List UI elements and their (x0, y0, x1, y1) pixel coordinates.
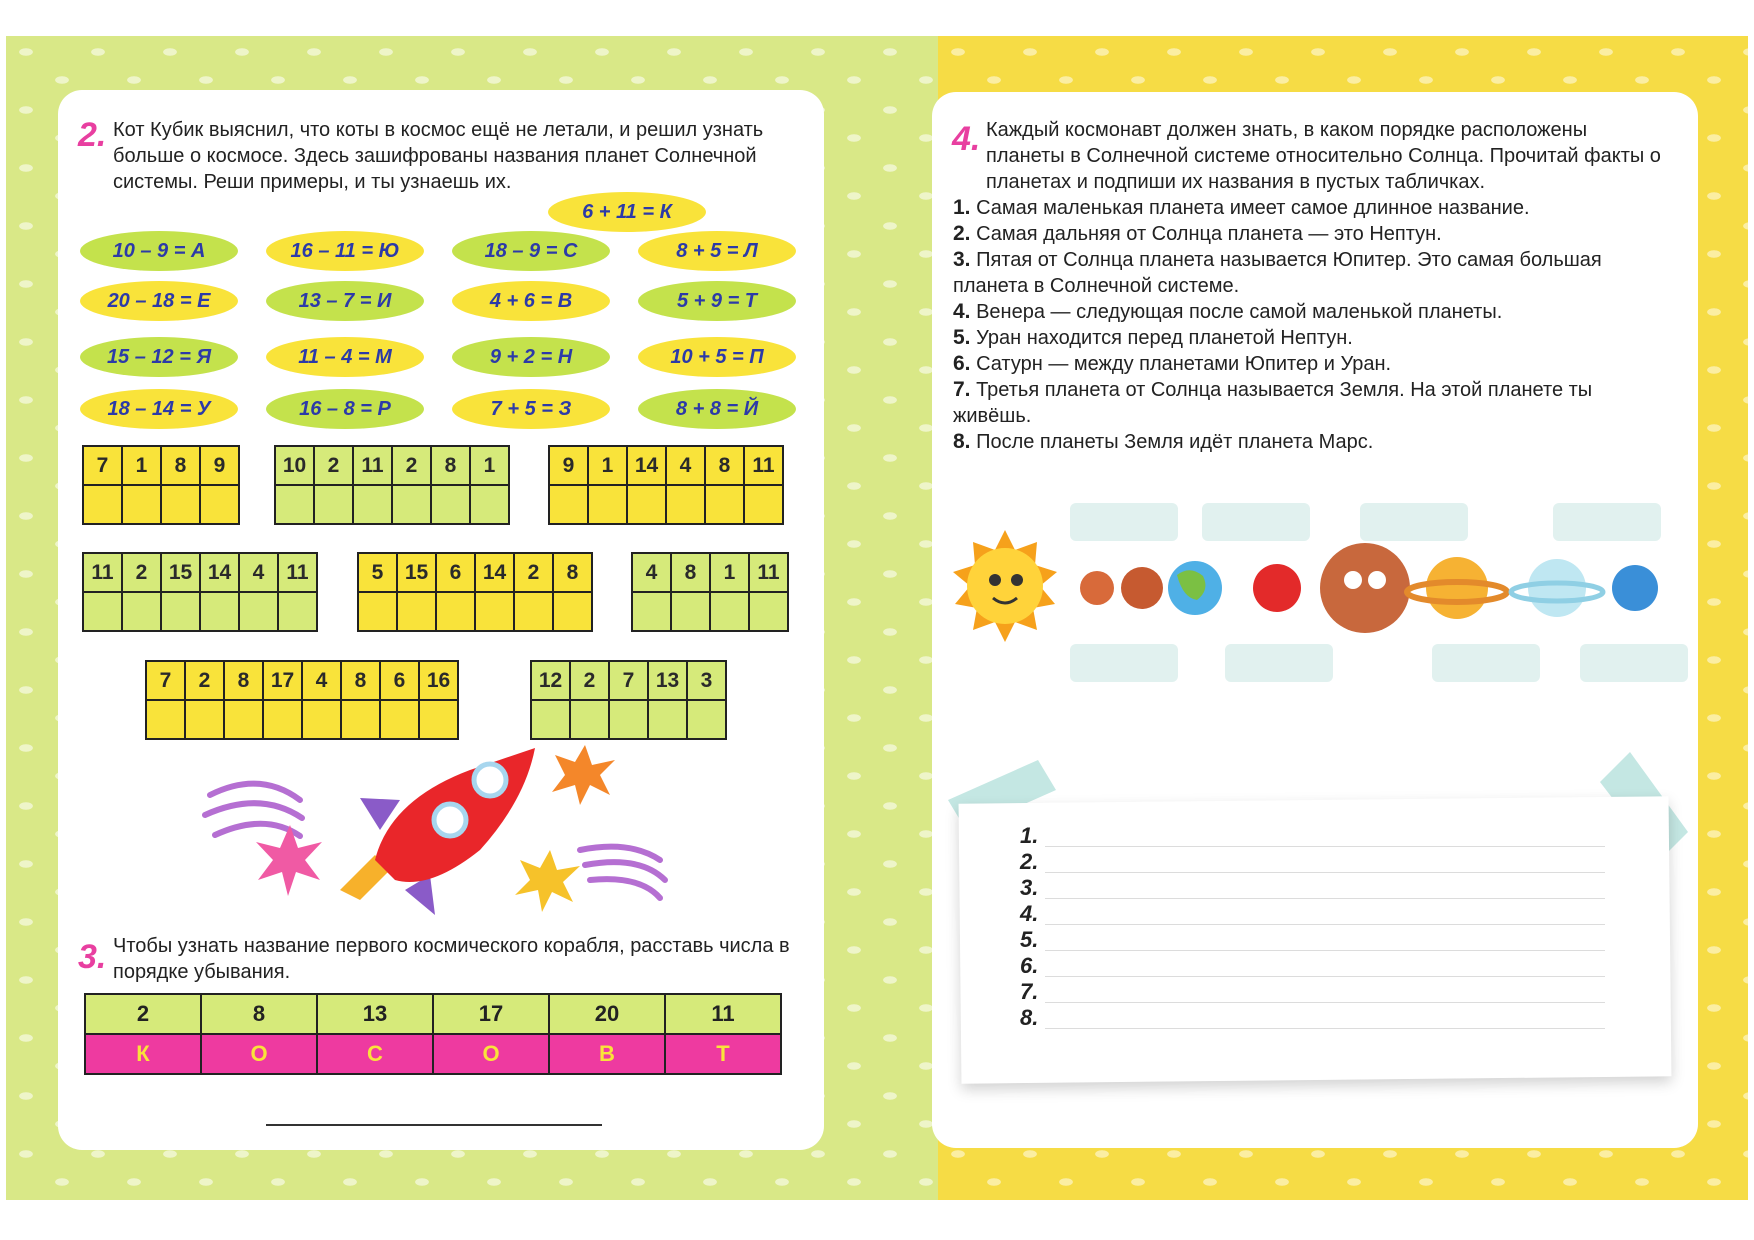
fact-number: 8. (953, 430, 971, 453)
pill: 5 + 9 = Т (638, 281, 796, 321)
answer-cell[interactable] (514, 592, 553, 631)
answer-cell[interactable] (749, 592, 788, 631)
grid-cell: 11 (353, 446, 392, 485)
answer-cell[interactable] (358, 592, 397, 631)
answer-line[interactable] (266, 1124, 602, 1126)
fact-number: 3. (953, 248, 971, 271)
task3-text: Чтобы узнать название первого космического корабля, расставь числа в порядке убывания. (113, 935, 790, 983)
pill: 20 – 18 = Е (80, 281, 238, 321)
fact-text: Пятая от Солнца планета называется Юпитер. Это самая большая планета в Солнечной системе. (953, 249, 1602, 297)
task3-number: 3. (78, 938, 107, 976)
rocket-illustration (190, 740, 690, 930)
code-number: 13 (317, 994, 433, 1034)
star-icon (515, 850, 580, 912)
code-letter: С (317, 1034, 433, 1074)
rocket-icon (340, 748, 535, 915)
grid-cell: 8 (705, 446, 744, 485)
answer-number: 2. (1020, 849, 1039, 874)
fact-text: Третья планета от Солнца называется Земля. На этой планете ты живёшь. (953, 379, 1593, 427)
fact-text: Венера — следующая после самой маленькой планеты. (976, 301, 1503, 323)
answer-cell[interactable] (341, 700, 380, 739)
fact-8 (953, 429, 1653, 455)
code-number: 8 (201, 994, 317, 1034)
fact-4 (953, 299, 1653, 325)
comet-trail-icon (580, 847, 665, 898)
answer-cell[interactable] (436, 592, 475, 631)
pill: 10 + 5 = П (638, 337, 796, 377)
pill: 11 – 4 = М (266, 337, 424, 377)
pill: 16 – 11 = Ю (266, 231, 424, 271)
grid-cell: 16 (419, 661, 458, 700)
grid-cell: 1 (588, 446, 627, 485)
grid-cell: 12 (531, 661, 570, 700)
answer-cell[interactable] (632, 592, 671, 631)
grid-cell: 1 (470, 446, 509, 485)
answer-cell[interactable] (419, 700, 458, 739)
grid-cell: 2 (392, 446, 431, 485)
jupiter-icon (1320, 543, 1410, 633)
fact-5 (953, 325, 1653, 351)
answer-cell[interactable] (392, 485, 431, 524)
comet-trail-icon (205, 784, 302, 836)
cipher-grid-2 (274, 445, 510, 525)
extra-pill: 6 + 11 = К (548, 192, 706, 232)
fact-text: Самая дальняя от Солнца планета — это Нептун. (976, 223, 1442, 245)
answer-cell[interactable] (146, 700, 185, 739)
answer-cell[interactable] (185, 700, 224, 739)
answer-cell[interactable] (431, 485, 470, 524)
answer-cell[interactable] (705, 485, 744, 524)
code-number: 20 (549, 994, 665, 1034)
uranus-icon (1511, 559, 1603, 617)
answer-cell[interactable] (83, 485, 122, 524)
answer-cell[interactable] (470, 485, 509, 524)
answer-number: 3. (1020, 875, 1039, 900)
cipher-grid-3 (548, 445, 784, 525)
code-letter: В (549, 1034, 665, 1074)
answer-cell[interactable] (627, 485, 666, 524)
fact-6 (953, 351, 1653, 377)
grid-cell: 15 (161, 553, 200, 592)
cipher-grid-6 (631, 552, 789, 632)
cipher-grid-1 (82, 445, 240, 525)
grid-cell: 11 (278, 553, 317, 592)
fact-text: Самая маленькая планета имеет самое длинное название. (976, 197, 1530, 219)
grid-cell: 3 (687, 661, 726, 700)
grid-cell: 10 (275, 446, 314, 485)
code-letter: О (433, 1034, 549, 1074)
jupiter-eye-icon (1344, 571, 1362, 589)
answer-cell[interactable] (397, 592, 436, 631)
answer-cell[interactable] (648, 700, 687, 739)
answer-cell[interactable] (122, 485, 161, 524)
answer-line[interactable] (1045, 950, 1605, 951)
grid-cell: 2 (185, 661, 224, 700)
task2-number: 2. (78, 116, 107, 154)
star-icon (256, 825, 322, 896)
pill: 10 – 9 = А (80, 231, 238, 271)
answer-cell[interactable] (200, 592, 239, 631)
pill: 9 + 2 = Н (452, 337, 610, 377)
fact-number: 1. (953, 196, 971, 219)
grid-cell: 7 (609, 661, 648, 700)
answer-cell[interactable] (588, 485, 627, 524)
answer-cell[interactable] (380, 700, 419, 739)
mars-icon (1253, 564, 1301, 612)
grid-cell: 6 (436, 553, 475, 592)
jupiter-eye-icon (1368, 571, 1386, 589)
answer-cell[interactable] (263, 700, 302, 739)
answer-cell[interactable] (475, 592, 514, 631)
answer-number: 5. (1020, 927, 1039, 952)
answer-cell[interactable] (200, 485, 239, 524)
grid-cell: 4 (239, 553, 278, 592)
answer-cell[interactable] (609, 700, 648, 739)
answer-line[interactable] (1045, 1002, 1605, 1003)
fact-1 (953, 195, 1653, 221)
answer-number: 4. (1020, 901, 1039, 926)
answer-cell[interactable] (224, 700, 263, 739)
fact-7 (953, 377, 1653, 429)
fact-number: 4. (953, 300, 971, 323)
code-number: 2 (85, 994, 201, 1034)
answer-number: 1. (1020, 823, 1039, 848)
code-number: 11 (665, 994, 781, 1034)
task4-number: 4. (952, 120, 981, 158)
fact-number: 5. (953, 326, 971, 349)
task2-text: Кот Кубик выяснил, что коты в космос ещё не летали, и решил узнать больше о космосе. Здесь зашифрованы названия планет Солнечной системы. Реши примеры, и ты узнаешь их. (113, 119, 764, 193)
answer-note (959, 796, 1672, 1083)
solar-system-illustration (945, 520, 1675, 660)
fact-text: Уран находится перед планетой Нептун. (976, 327, 1353, 349)
grid-cell: 1 (710, 553, 749, 592)
answer-cell[interactable] (666, 485, 705, 524)
answer-cell[interactable] (744, 485, 783, 524)
answer-cell[interactable] (83, 592, 122, 631)
answer-number: 7. (1020, 979, 1039, 1004)
grid-cell: 9 (549, 446, 588, 485)
answer-cell[interactable] (570, 700, 609, 739)
task4-text: Каждый космонавт должен знать, в каком порядке расположены планеты в Солнечной системе относительно Солнца. Прочитай факты о планетах и подпиши их названия в пустых табличках. (986, 119, 1661, 193)
grid-cell: 8 (553, 553, 592, 592)
saturn-icon (1407, 557, 1507, 619)
fact-text: Сатурн — между планетами Юпитер и Уран. (976, 353, 1392, 375)
grid-cell: 11 (83, 553, 122, 592)
grid-cell: 15 (397, 553, 436, 592)
pill: 18 – 14 = У (80, 389, 238, 429)
code-letter: О (201, 1034, 317, 1074)
answer-number: 8. (1020, 1005, 1039, 1030)
star-icon (552, 745, 615, 805)
code-letter: К (85, 1034, 201, 1074)
answer-line[interactable] (1045, 976, 1605, 977)
answer-cell[interactable] (161, 485, 200, 524)
answer-line[interactable] (1045, 846, 1605, 847)
mercury-icon (1080, 571, 1114, 605)
grid-cell: 7 (83, 446, 122, 485)
answer-cell[interactable] (275, 485, 314, 524)
fact-2 (953, 221, 1653, 247)
grid-cell: 4 (302, 661, 341, 700)
answer-cell[interactable] (161, 592, 200, 631)
grid-cell: 2 (314, 446, 353, 485)
grid-cell: 9 (200, 446, 239, 485)
pill: 18 – 9 = С (452, 231, 610, 271)
answer-line[interactable] (1045, 898, 1605, 899)
venus-icon (1121, 567, 1163, 609)
answer-number: 6. (1020, 953, 1039, 978)
grid-cell: 13 (648, 661, 687, 700)
grid-cell: 2 (570, 661, 609, 700)
answer-cell[interactable] (687, 700, 726, 739)
grid-cell: 14 (627, 446, 666, 485)
grid-cell: 8 (224, 661, 263, 700)
cipher-grid-8 (530, 660, 727, 740)
grid-cell: 8 (431, 446, 470, 485)
pill: 16 – 8 = Р (266, 389, 424, 429)
grid-cell: 14 (200, 553, 239, 592)
cipher-grid-7 (145, 660, 459, 740)
code-number: 17 (433, 994, 549, 1034)
grid-cell: 6 (380, 661, 419, 700)
answer-cell[interactable] (314, 485, 353, 524)
answer-cell[interactable] (353, 485, 392, 524)
grid-cell: 14 (475, 553, 514, 592)
pill: 8 + 5 = Л (638, 231, 796, 271)
answer-cell[interactable] (122, 592, 161, 631)
answer-cell[interactable] (278, 592, 317, 631)
code-letter: Т (665, 1034, 781, 1074)
answer-cell[interactable] (553, 592, 592, 631)
grid-cell: 2 (514, 553, 553, 592)
grid-cell: 11 (744, 446, 783, 485)
answer-cell[interactable] (549, 485, 588, 524)
grid-cell: 8 (341, 661, 380, 700)
answer-line[interactable] (1045, 1028, 1605, 1029)
cipher-grid-5 (357, 552, 593, 632)
fact-number: 7. (953, 378, 971, 401)
grid-cell: 8 (161, 446, 200, 485)
grid-cell: 2 (122, 553, 161, 592)
pill: 7 + 5 = З (452, 389, 610, 429)
answer-line[interactable] (1045, 924, 1605, 925)
pill: 13 – 7 = И (266, 281, 424, 321)
neptune-icon (1612, 565, 1658, 611)
grid-cell: 4 (632, 553, 671, 592)
fact-number: 2. (953, 222, 971, 245)
answer-cell[interactable] (239, 592, 278, 631)
grid-cell: 8 (671, 553, 710, 592)
cipher-grid-4 (82, 552, 318, 632)
fact-text: После планеты Земля идёт планета Марс. (976, 431, 1374, 453)
pill: 4 + 6 = В (452, 281, 610, 321)
pill: 15 – 12 = Я (80, 337, 238, 377)
grid-cell: 11 (749, 553, 788, 592)
fact-3 (953, 247, 1653, 299)
answer-line[interactable] (1045, 872, 1605, 873)
answer-cell[interactable] (671, 592, 710, 631)
answer-cell[interactable] (302, 700, 341, 739)
grid-cell: 17 (263, 661, 302, 700)
answer-cell[interactable] (710, 592, 749, 631)
answer-cell[interactable] (531, 700, 570, 739)
grid-cell: 4 (666, 446, 705, 485)
ship-code-table (84, 993, 782, 1075)
grid-cell: 1 (122, 446, 161, 485)
pill: 8 + 8 = Й (638, 389, 796, 429)
grid-cell: 7 (146, 661, 185, 700)
fact-number: 6. (953, 352, 971, 375)
grid-cell: 5 (358, 553, 397, 592)
sun-icon (953, 530, 1057, 642)
